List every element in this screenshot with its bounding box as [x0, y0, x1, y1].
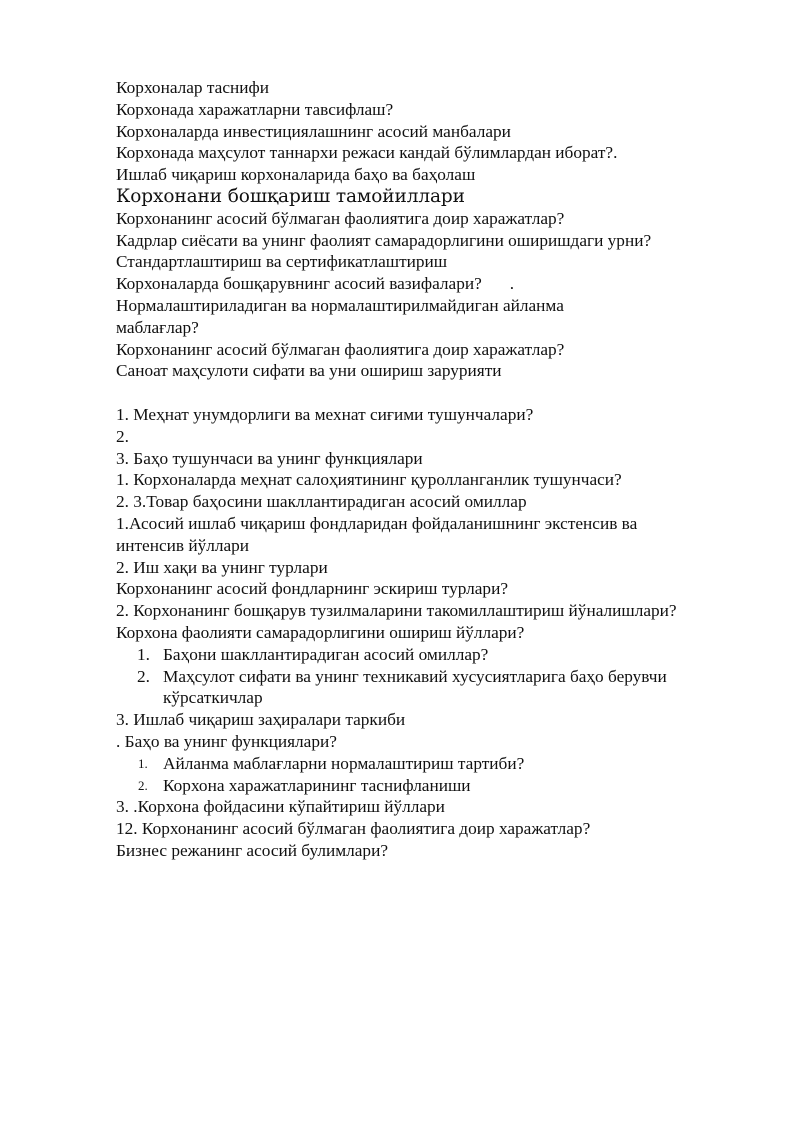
text-line: Саноат маҳсулоти сифати ва уни ошириш зарурияти: [116, 361, 502, 381]
text-line: Стандартлаштириш ва сертификатлаштириш: [116, 252, 448, 272]
text-line: 3. Ишлаб чиқариш заҳиралари таркиби: [116, 710, 406, 730]
list-item: [116, 775, 756, 797]
text-line: Ишлаб чиқариш корхоналарида баҳо ва баҳолаш: [116, 165, 476, 185]
text-line: Корхонанинг асосий бўлмаган фаолиятига доир харажатлар?: [116, 208, 565, 228]
document-body: [116, 77, 756, 862]
text-line: Корхона фаолияти самарадорлигини ошириш йўллари?: [116, 622, 525, 642]
text-line: 2. Корхонанинг бошқарув тузилмаларини такомиллаштириш йўналишлари?: [116, 601, 677, 621]
trailing-dot: .: [509, 274, 515, 294]
text-line: Нормалаштириладиган ва нормалаштирилмайдиган айланма маблағлар?: [116, 295, 564, 337]
list-number: 2.: [137, 666, 150, 686]
list-text: Айланма маблағларни нормалаштириш тартиби?: [163, 753, 525, 773]
text-line: Корхонанинг асосий бўлмаган фаолиятига доир харажатлар?: [116, 339, 565, 359]
list-number: 1.: [137, 644, 150, 664]
text-line: . Баҳо ва унинг функциялари?: [116, 731, 337, 751]
text-line: Корхонада маҳсулот таннархи режаси кандай бўлимлардан иборат?.: [116, 143, 618, 163]
list-number: 2.: [138, 777, 148, 793]
list-number: 1.: [138, 755, 148, 771]
section-heading: Корхонани бошқариш тамойиллари: [116, 185, 465, 207]
list-item: [116, 753, 756, 775]
text-line: Кадрлар сиёсати ва унинг фаолият самарадорлигини оширишдаги урни?: [116, 230, 652, 250]
list-text: Маҳсулот сифати ва унинг техникавий хусусиятларига баҳо берувчи кўрсаткичлар: [163, 666, 667, 708]
text-line: 2. Иш хақи ва унинг турлари: [116, 557, 328, 577]
text-line: 1. Корхоналарда меҳнат салоҳиятининг қуролланганлик тушунчаси?: [116, 470, 622, 490]
list-text: Корхона харажатларининг таснифланиши: [163, 775, 471, 795]
text-line: Корхоналарда инвестициялашнинг асосий манбалари: [116, 121, 511, 141]
text-line: Бизнес режанинг асосий булимлари?: [116, 840, 388, 860]
text-line: Корхонада харажатларни тавсифлаш?: [116, 99, 394, 119]
text-line: 12. Корхонанинг асосий бўлмаган фаолиятига доир харажатлар?: [116, 819, 591, 839]
text-line: 1. Меҳнат унумдорлиги ва мехнат сиғими тушунчалари?: [116, 404, 534, 424]
text-line: 1.Асосий ишлаб чиқариш фондларидан фойдаланишнинг экстенсив ва интенсив йўллари: [116, 513, 638, 555]
blank-line: [116, 382, 756, 404]
text-line: Корхоналар таснифи: [116, 78, 269, 97]
text-line: Корхонанинг асосий фондларнинг эскириш турлари?: [116, 579, 508, 599]
tasks-text: Корхоналарда бошқарувнинг асосий вазифалари?: [116, 274, 482, 294]
text-line: 3. .Корхона фойдасини кўпайтириш йўллари: [116, 797, 445, 817]
text-line: 2. 3.Товар баҳосини шакллантирадиган асосий омиллар: [116, 492, 527, 512]
text-line: [116, 273, 756, 295]
list-item: [116, 666, 723, 710]
list-text: Баҳони шакллантирадиган асосий омиллар?: [163, 644, 489, 664]
text-line: 2.: [116, 426, 129, 446]
text-line: 3. Баҳо тушунчаси ва унинг функциялари: [116, 448, 423, 468]
list-item: [116, 644, 756, 666]
